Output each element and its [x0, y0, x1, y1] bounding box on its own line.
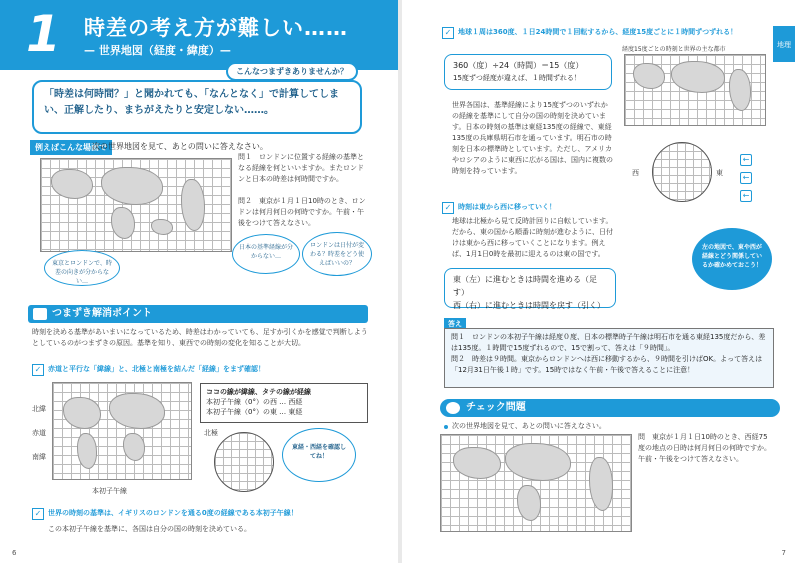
map-landmass — [505, 443, 571, 481]
left-page — [0, 0, 398, 563]
map-landmass — [181, 179, 205, 231]
world-map-example — [40, 158, 232, 252]
question-tag: こんなつまずきありませんか？ — [226, 62, 358, 81]
check-icon: ✓ — [32, 508, 44, 520]
answer-1: 問１ ロンドンの本初子午線は経度０度、日本の標準時子午線は明石市を通る東経135度だから、差は135度。１時間で15度ずれるので、15で割って、答えは「９時間」。 — [451, 333, 766, 352]
calculation: 360（度）÷24（時間）＝15（度） — [453, 61, 584, 70]
check-section-title: チェック問題 — [466, 402, 526, 413]
map-landmass — [671, 61, 725, 93]
map-label-south: 南緯 — [32, 453, 46, 461]
rotation-globe — [652, 142, 712, 202]
info-box — [200, 383, 368, 423]
page-number: 6 — [12, 549, 17, 557]
stumble-quote: 「時差は何時間？」と聞かれても、「なんとなく」で計算してしまい、正解したり、まちがえたりと安定しない……。 — [32, 80, 362, 134]
map-landmass — [109, 393, 165, 429]
question-1: 問１ ロンドンに位置する経線の基準となる経線を何といいますか。またロンドンと日本の時差は何時間ですか。 — [238, 153, 364, 183]
check-world-map — [440, 434, 632, 532]
check-icon: ✓ — [442, 27, 454, 39]
map-landmass — [151, 219, 173, 235]
check-section-header — [440, 399, 780, 417]
map-landmass — [101, 167, 163, 205]
speech-bubble: 東経・西経を確認してね！ — [282, 428, 356, 482]
paragraph-2: 地球は北極から見て反時計回りに自転しています。だから、東の国から順番に時刻が進むように、日付けは東から西に移っていくことになります。例えば、1月1日0時を最初に迎えるのは東の国です。 — [452, 217, 613, 258]
book-icon — [33, 308, 47, 320]
thought-cloud: 日本の基準経線が分からない… — [232, 234, 300, 274]
page-number: 7 — [781, 549, 786, 557]
chapter-title: 時差の考え方が難しい…… — [84, 16, 348, 40]
info-title: ココの線が緯線、タテの線が経線 — [206, 388, 311, 396]
chapter-number: 1 — [26, 5, 61, 63]
check-point-2-sub: この本初子午線を基準に、各国は自分の国の時刻を決めている。 — [48, 525, 251, 533]
example-instruction: 次の世界地図を見て、あとの問いに答えなさい。 — [92, 142, 268, 151]
check-icon: ✓ — [442, 202, 454, 214]
thought-cloud: ロンドンは日付が変わる？時差をどう使えばいいの？ — [302, 232, 372, 276]
calculation-note: 15度ずつ経度が違えば、１時間ずれる！ — [453, 74, 581, 82]
arrow-left-icon: ← — [740, 190, 752, 202]
answer-label: 答え — [444, 318, 466, 330]
map-landmass — [633, 63, 665, 89]
check-point-1: 赤道と平行な「緯線」と、北極と南極を結んだ「経線」をまず確認！ — [48, 365, 265, 373]
map-landmass — [589, 457, 613, 511]
globe-label: 北極 — [204, 429, 218, 437]
speech-bubble: 左の地図で、東や西が経線とどう関係しているか確かめておこう！ — [692, 228, 772, 290]
arrow-left-icon: ← — [740, 172, 752, 184]
rule-east: 東（左）に進むときは時間を進める（足す） — [453, 275, 597, 297]
check-question: 問 東京が１月１日10時のとき、西経75度の地点の日時は何月何日の何時ですか。午前・午後をつけて答えなさい。 — [638, 433, 771, 463]
latitude-longitude-map — [52, 382, 192, 480]
check-icon: ✓ — [32, 364, 44, 376]
globe-diagram — [214, 432, 274, 492]
answer-box — [444, 328, 774, 388]
map-landmass — [517, 485, 541, 521]
map-landmass — [63, 397, 101, 429]
example-label: 例えばこんな場面で — [30, 140, 112, 155]
figure-title: 経度15度ごとの時刻と世界の主な都市 — [622, 46, 726, 53]
map-label-prime-meridian: 本初子午線 — [92, 487, 127, 495]
map-label-equator: 赤道 — [32, 429, 46, 437]
info-line: 本初子午線（0°）の東 … 東経 — [206, 408, 303, 416]
check-intro: 次の世界地図を見て、あとの問いに答えなさい。 — [452, 422, 606, 430]
chapter-header — [0, 0, 398, 70]
check-point-2: 世界の時刻の基準は、イギリスのロンドンを通る0度の経線である本初子午線！ — [48, 509, 298, 517]
map-landmass — [77, 433, 97, 469]
subject-tab — [773, 26, 795, 62]
magnifier-icon — [446, 402, 460, 414]
info-line: 本初子午線（0°）の西 … 西経 — [206, 398, 303, 406]
answer-2: 問２ 時差は９時間。東京からロンドンへは西に移動するから、９時間を引けばOK。よって答えは「12月31日午後１時」です。15時ではなく午前・午後で答えることに注意！ — [451, 355, 763, 374]
section-text: 時刻を決める基準があいまいになっているため、時差はわかっていても、足すか引くかを感覚で判断しようとしているのがつまずきの原因。基準を知り、東西での時刻の変化を知ることが大切。 — [32, 328, 368, 347]
map-label-north: 北緯 — [32, 405, 46, 413]
section-title: つまずき解消ポイント — [52, 308, 152, 319]
chapter-subtitle: — 世界地図（経度・緯度）— — [84, 44, 231, 57]
rule-west: 西（右）に進むときは時間を戻す（引く） — [453, 301, 605, 310]
bullet-icon — [444, 425, 448, 429]
thought-cloud: 東京とロンドンで、時差の向きが分からない… — [44, 250, 120, 286]
globe-east-label: 東 — [716, 169, 723, 177]
map-landmass — [51, 169, 93, 199]
question-2: 問２ 東京が１月１日10時のとき、ロンドンは何月何日の何時ですか。午前・午後をつけて答えなさい。 — [238, 197, 366, 227]
paragraph-1: 世界各国は、基準経線により15度ずつのいずれかの経線を基準にして自分の国の時刻を決めています。日本の時刻の基準は東経135度の経線で、東経135度の兵庫県明石市を通っています。明石市の時刻を日本の標準時としています。ただし、アメリカやロシアのように東西に広がる国は、国内に複数の時刻を持っています。 — [452, 101, 613, 175]
calculation-box — [444, 54, 612, 90]
globe-west-label: 西 — [632, 169, 639, 177]
map-landmass — [729, 69, 751, 111]
rule-box — [444, 268, 616, 308]
map-landmass — [123, 433, 145, 461]
map-landmass — [453, 447, 501, 479]
map-landmass — [111, 207, 135, 239]
arrow-left-icon: ← — [740, 154, 752, 166]
section-header — [28, 305, 368, 323]
time-zone-map — [624, 54, 766, 126]
subject-tab-label: 地理 — [777, 41, 791, 49]
check-point-3: 時刻は東から西に移っていく！ — [458, 203, 556, 211]
fact-1: 地球１周は360度、１日24時間で１回転するから、経度15度ごとに１時間ずつずれる！ — [458, 28, 738, 36]
